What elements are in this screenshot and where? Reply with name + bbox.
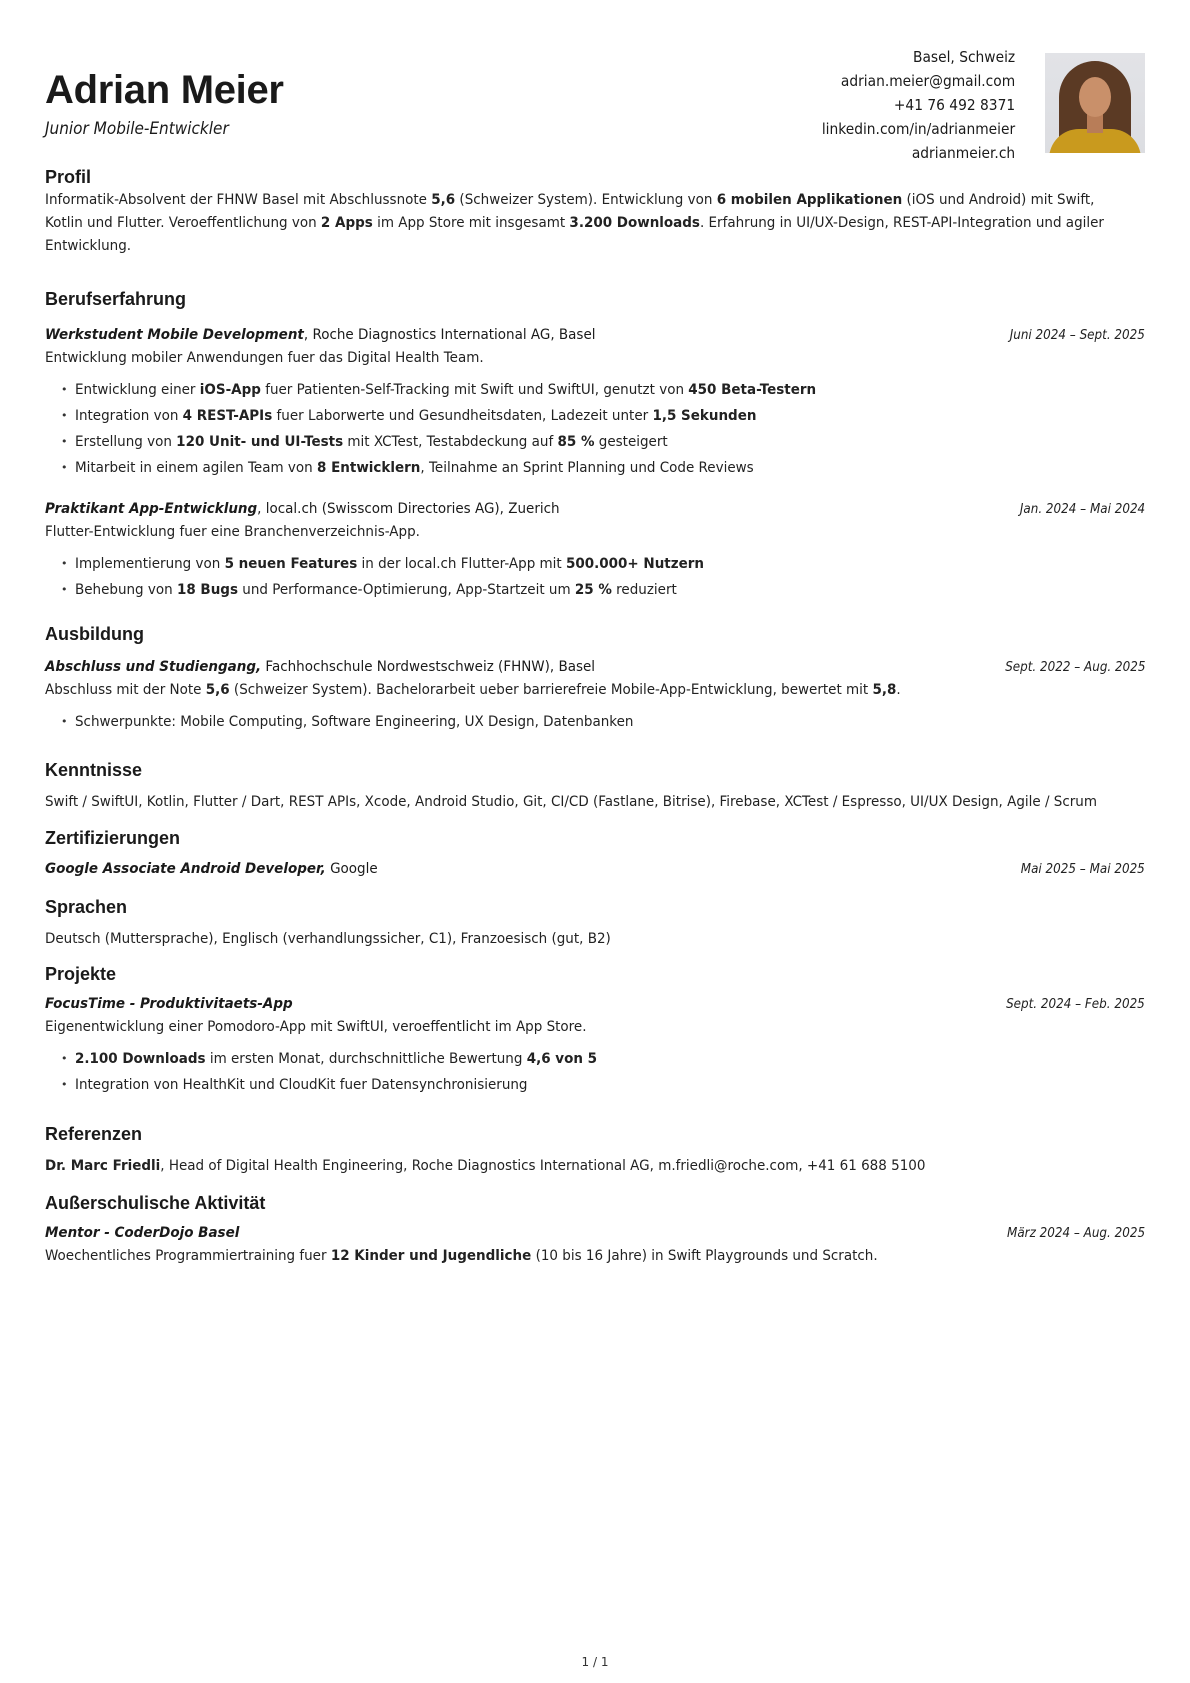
contact-info xyxy=(805,45,1015,165)
degree: Abschluss und Studiengang, xyxy=(45,659,262,675)
section-education xyxy=(45,622,1145,646)
experience-entry xyxy=(45,324,1145,481)
job-org: , local.ch (Swisscom Directories AG), Zuerich xyxy=(257,501,560,517)
section-heading-profile: Profil xyxy=(45,167,92,187)
bullet-item: • Erstellung von 120 Unit- und UI-Tests mit XCTest, Testabdeckung auf 85 % gesteigert xyxy=(45,429,1145,455)
project-date: Sept. 2024 – Feb. 2025 xyxy=(1006,997,1145,1012)
project-entry xyxy=(45,993,1145,1016)
job-date: Juni 2024 – Sept. 2025 xyxy=(1009,328,1145,343)
section-heading-education: Ausbildung xyxy=(45,624,144,644)
section-heading-languages: Sprachen xyxy=(45,897,128,917)
skills-list: Swift / SwiftUI, Kotlin, Flutter / Dart, REST APIs, Xcode, Android Studio, Git, CI/CD (Fastlane, Bitrise), Firebase, XCTest / Espresso, UI/UX Design, Agile / Scrum xyxy=(45,794,1098,810)
candidate-name: Adrian Meier xyxy=(45,68,284,112)
candidate-title: Junior Mobile-Entwickler xyxy=(45,119,229,139)
education-entry xyxy=(45,656,1145,735)
activity-entry xyxy=(45,1222,1145,1245)
contact-email[interactable]: adrian.meier@gmail.com xyxy=(840,72,1015,90)
section-heading-projects: Projekte xyxy=(45,964,117,984)
project-description: Eigenentwicklung einer Pomodoro-App mit SwiftUI, veroeffentlicht im App Store. xyxy=(45,1019,587,1035)
profile-photo xyxy=(1045,53,1145,153)
school: Fachhochschule Nordwestschweiz (FHNW), Basel xyxy=(261,659,596,675)
job-bullets xyxy=(45,377,1145,481)
contact-phone: +41 76 492 8371 xyxy=(893,96,1015,114)
section-heading-experience: Berufserfahrung xyxy=(45,289,187,309)
contact-linkedin[interactable]: linkedin.com/in/adrianmeier xyxy=(821,120,1015,138)
languages-list: Deutsch (Muttersprache), Englisch (verhandlungssicher, C1), Franzoesisch (gut, B2) xyxy=(45,931,611,947)
certification-entry xyxy=(45,858,1145,881)
education-description: Abschluss mit der Note 5,6 (Schweizer System). Bachelorarbeit ueber barrierefreie Mobile-App-Entwicklung, bewertet mit 5,8. xyxy=(45,682,901,698)
certification-name: Google Associate Android Developer, xyxy=(45,861,326,877)
job-bullets xyxy=(45,551,1145,603)
activity-description: Woechentliches Programmiertraining fuer 12 Kinder und Jugendliche (10 bis 16 Jahre) in Swift Playgrounds und Scratch. xyxy=(45,1248,878,1264)
reference-name: Dr. Marc Friedli xyxy=(45,1158,161,1174)
bullet-item: • Behebung von 18 Bugs und Performance-Optimierung, App-Startzeit um 25 % reduziert xyxy=(45,577,1145,603)
contact-location: Basel, Schweiz xyxy=(912,48,1015,66)
job-description: Flutter-Entwicklung fuer eine Branchenverzeichnis-App. xyxy=(45,524,420,540)
project-bullets xyxy=(45,1046,1145,1098)
job-org: , Roche Diagnostics International AG, Basel xyxy=(303,327,596,343)
job-role: Praktikant App-Entwicklung xyxy=(45,501,258,517)
job-description: Entwicklung mobiler Anwendungen fuer das Digital Health Team. xyxy=(45,350,484,366)
bullet-item: • 2.100 Downloads im ersten Monat, durchschnittliche Bewertung 4,6 von 5 xyxy=(45,1046,1145,1072)
reference-details: , Head of Digital Health Engineering, Roche Diagnostics International AG, m.friedli@roche.com, +41 61 688 5100 xyxy=(160,1158,926,1174)
bullet-item: • Integration von 4 REST-APIs fuer Laborwerte und Gesundheitsdaten, Ladezeit unter 1,5 Sekunden xyxy=(45,403,1145,429)
bullet-item: • Mitarbeit in einem agilen Team von 8 Entwicklern, Teilnahme an Sprint Planning und Code Reviews xyxy=(45,455,1145,481)
section-languages xyxy=(45,895,1145,951)
section-activities xyxy=(45,1191,1145,1268)
section-projects xyxy=(45,962,1145,1098)
education-bullets xyxy=(45,709,1145,735)
job-role: Werkstudent Mobile Development xyxy=(45,327,304,343)
experience-entry xyxy=(45,498,1145,603)
activity-role: Mentor - CoderDojo Basel xyxy=(45,1225,240,1241)
section-heading-certifications: Zertifizierungen xyxy=(45,828,181,848)
contact-website[interactable]: adrianmeier.ch xyxy=(911,144,1015,162)
certification-date: Mai 2025 – Mai 2025 xyxy=(1020,862,1145,877)
project-name: FocusTime - Produktivitaets-App xyxy=(45,996,293,1012)
section-heading-activities: Außerschulische Aktivität xyxy=(45,1193,266,1213)
resume-header xyxy=(45,40,1145,175)
section-certifications xyxy=(45,826,1145,881)
section-heading-references: Referenzen xyxy=(45,1124,143,1144)
page-indicator: 1 / 1 xyxy=(581,1655,609,1669)
bullet-item: • Schwerpunkte: Mobile Computing, Software Engineering, UX Design, Datenbanken xyxy=(45,709,1145,735)
section-heading-skills: Kenntnisse xyxy=(45,760,143,780)
activity-date: März 2024 – Aug. 2025 xyxy=(1006,1226,1145,1241)
education-date: Sept. 2022 – Aug. 2025 xyxy=(1004,660,1145,675)
section-experience xyxy=(45,287,1145,311)
resume-page xyxy=(45,40,1145,175)
job-date: Jan. 2024 – Mai 2024 xyxy=(1019,502,1145,517)
section-profile xyxy=(45,165,1145,258)
bullet-item: • Implementierung von 5 neuen Features in der local.ch Flutter-App mit 500.000+ Nutzern xyxy=(45,551,1145,577)
section-references xyxy=(45,1122,1145,1178)
bullet-item: • Integration von HealthKit und CloudKit fuer Datensynchronisierung xyxy=(45,1072,1145,1098)
bullet-item: • Entwicklung einer iOS-App fuer Patienten-Self-Tracking mit Swift und SwiftUI, genutzt von 450 Beta-Testern xyxy=(45,377,1145,403)
certification-issuer: Google xyxy=(325,861,378,877)
section-skills xyxy=(45,758,1145,814)
profile-summary: Informatik-Absolvent der FHNW Basel mit Abschlussnote 5,6 (Schweizer System). Entwicklung von 6 mobilen Applikationen (iOS und Android) mit Swift, Kotlin und Flutter. Veroeffentlichung von 2 Apps im App Store mit insgesamt 3.200 Downloads. Erfahrung in UI/UX-Design, REST-API-Integration und agiler Entwicklung. xyxy=(45,192,1104,254)
